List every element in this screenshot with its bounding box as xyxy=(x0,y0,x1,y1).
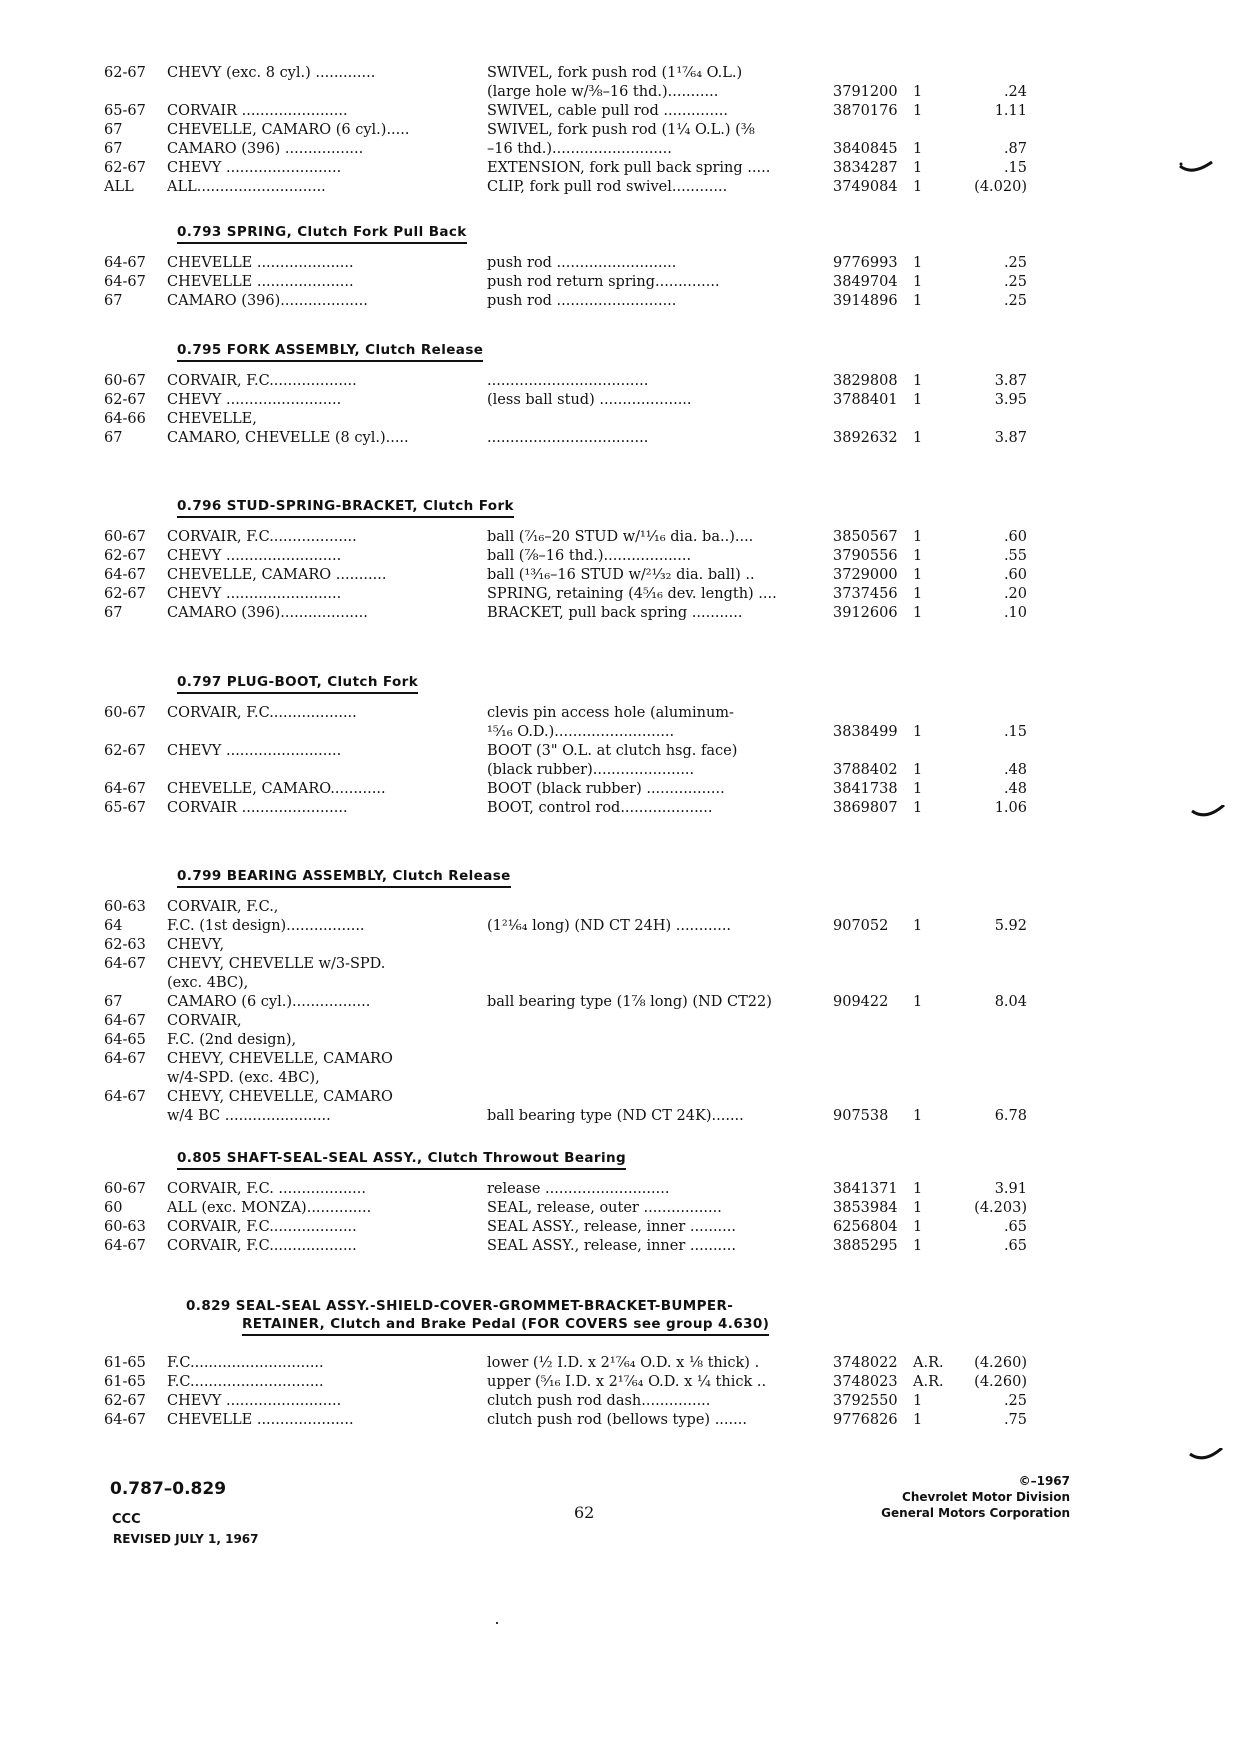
parts-row xyxy=(0,1237,1248,1256)
parts-row xyxy=(0,1218,1248,1237)
parts-row xyxy=(0,1411,1248,1430)
quantity: 1 xyxy=(913,373,923,389)
parts-row xyxy=(0,585,1248,604)
part-number: 3729000 xyxy=(833,567,898,583)
price: (4.260) xyxy=(974,1374,1027,1390)
application: CHEVY ......................... xyxy=(167,743,342,759)
application: w/4 BC ....................... xyxy=(167,1108,331,1124)
section-heading: 0.799 BEARING ASSEMBLY, Clutch Release xyxy=(0,858,1248,898)
price: 3.91 xyxy=(994,1181,1027,1197)
description: CLIP, fork pull rod swivel............ xyxy=(487,179,728,195)
model-years: 64-67 xyxy=(104,956,146,972)
parts-row xyxy=(0,1031,1248,1050)
section-0795 xyxy=(0,332,1248,448)
price: .25 xyxy=(1003,293,1027,309)
footer-range: 0.787–0.829 xyxy=(110,1479,227,1499)
quantity: 1 xyxy=(913,800,923,816)
application: CORVAIR ....................... xyxy=(167,800,348,816)
application: F.C............................. xyxy=(167,1374,324,1390)
model-years: 62-67 xyxy=(104,548,146,564)
part-number: 3869807 xyxy=(833,800,898,816)
model-years: 60-67 xyxy=(104,373,146,389)
parts-row xyxy=(0,372,1248,391)
description: ball (⅞–16 thd.)................... xyxy=(487,548,692,564)
price: .65 xyxy=(1003,1219,1027,1235)
application: CHEVY ......................... xyxy=(167,160,342,176)
section-0805 xyxy=(0,1140,1248,1256)
model-years: 64-67 xyxy=(104,567,146,583)
quantity: 1 xyxy=(913,1219,923,1235)
application: CORVAIR, F.C................... xyxy=(167,705,357,721)
description: SWIVEL, fork push rod (1¼ O.L.) (⅜ xyxy=(487,122,755,138)
part-number: 3792550 xyxy=(833,1393,898,1409)
application: CORVAIR ....................... xyxy=(167,103,348,119)
model-years: 64-67 xyxy=(104,1238,146,1254)
description: clevis pin access hole (aluminum- xyxy=(487,705,734,721)
price: .48 xyxy=(1003,762,1027,778)
parts-row xyxy=(0,292,1248,311)
quantity: 1 xyxy=(913,293,923,309)
price: .20 xyxy=(1003,586,1027,602)
part-number: 3841738 xyxy=(833,781,898,797)
description: SWIVEL, fork push rod (1¹⁷⁄₆₄ O.L.) xyxy=(487,65,743,81)
quantity: 1 xyxy=(913,724,923,740)
description: lower (½ I.D. x 2¹⁷⁄₆₄ O.D. x ⅛ thick) . xyxy=(487,1355,760,1371)
quantity: 1 xyxy=(913,84,923,100)
model-years: 62-67 xyxy=(104,586,146,602)
quantity: 1 xyxy=(913,430,923,446)
quantity: 1 xyxy=(913,1108,923,1124)
application: CAMARO, CHEVELLE (8 cyl.)..... xyxy=(167,430,409,446)
part-number: 3849704 xyxy=(833,274,898,290)
part-number: 3853984 xyxy=(833,1200,898,1216)
application: CHEVELLE ..................... xyxy=(167,255,354,271)
parts-row xyxy=(0,64,1248,83)
application: F.C. (2nd design), xyxy=(167,1032,297,1048)
section-0799 xyxy=(0,858,1248,1126)
application: ALL (exc. MONZA).............. xyxy=(167,1200,372,1216)
parts-row xyxy=(0,254,1248,273)
description: (1²¹⁄₆₄ long) (ND CT 24H) ............ xyxy=(487,918,732,934)
price: 6.78 xyxy=(994,1108,1027,1124)
application: CORVAIR, F.C. ................... xyxy=(167,1181,366,1197)
quantity: 1 xyxy=(913,548,923,564)
price: .55 xyxy=(1003,548,1027,564)
application: CORVAIR, F.C................... xyxy=(167,529,357,545)
model-years: 67 xyxy=(104,430,123,446)
footer-revised: REVISED JULY 1, 1967 xyxy=(113,1532,259,1546)
description: ball bearing type (1⅞ long) (ND CT22) xyxy=(487,994,772,1010)
application: CHEVY ......................... xyxy=(167,1393,342,1409)
parts-row xyxy=(0,742,1248,761)
model-years: 65-67 xyxy=(104,800,146,816)
parts-row xyxy=(0,993,1248,1012)
part-number: 907052 xyxy=(833,918,889,934)
section-0829 xyxy=(0,1290,1248,1430)
description: upper (⁵⁄₁₆ I.D. x 2¹⁷⁄₆₄ O.D. x ¼ thick .. xyxy=(487,1374,767,1390)
application: CHEVY, CHEVELLE, CAMARO xyxy=(167,1089,393,1105)
part-number: 907538 xyxy=(833,1108,889,1124)
quantity: 1 xyxy=(913,255,923,271)
quantity: 1 xyxy=(913,586,923,602)
description: push rod .......................... xyxy=(487,293,677,309)
model-years: 67 xyxy=(104,141,123,157)
description: BOOT, control rod.................... xyxy=(487,800,713,816)
quantity: 1 xyxy=(913,918,923,934)
parts-row xyxy=(0,761,1248,780)
parts-row xyxy=(0,604,1248,623)
price: 3.87 xyxy=(994,430,1027,446)
quantity: 1 xyxy=(913,141,923,157)
model-years: 64-67 xyxy=(104,255,146,271)
price: 3.87 xyxy=(994,373,1027,389)
footer-code: CCC xyxy=(112,1512,141,1527)
price: .60 xyxy=(1003,567,1027,583)
model-years: 62-67 xyxy=(104,392,146,408)
part-number: 3829808 xyxy=(833,373,898,389)
quantity: 1 xyxy=(913,179,923,195)
section-0796 xyxy=(0,488,1248,623)
application: (exc. 4BC), xyxy=(167,975,249,991)
application: CHEVELLE, CAMARO............ xyxy=(167,781,386,797)
quantity: 1 xyxy=(913,392,923,408)
parts-row xyxy=(0,140,1248,159)
application: F.C............................. xyxy=(167,1355,324,1371)
price: .25 xyxy=(1003,1393,1027,1409)
price: .15 xyxy=(1003,724,1027,740)
part-number: 3912606 xyxy=(833,605,898,621)
model-years: 62-63 xyxy=(104,937,146,953)
application: CHEVY, xyxy=(167,937,225,953)
description: BOOT (3" O.L. at clutch hsg. face) xyxy=(487,743,738,759)
description: clutch push rod dash............... xyxy=(487,1393,711,1409)
description: –16 thd.).......................... xyxy=(487,141,672,157)
part-number: 3748022 xyxy=(833,1355,898,1371)
part-number: 3870176 xyxy=(833,103,898,119)
margin-mark xyxy=(1188,1448,1224,1464)
parts-row xyxy=(0,429,1248,448)
application: CHEVY, CHEVELLE, CAMARO xyxy=(167,1051,393,1067)
parts-row xyxy=(0,1373,1248,1392)
part-number: 9776993 xyxy=(833,255,898,271)
part-number: 3841371 xyxy=(833,1181,898,1197)
quantity: 1 xyxy=(913,103,923,119)
model-years: 60-63 xyxy=(104,899,146,915)
part-number: 3840845 xyxy=(833,141,898,157)
description: ¹⁵⁄₁₆ O.D.).......................... xyxy=(487,724,675,740)
part-number: 3749084 xyxy=(833,179,898,195)
part-number: 3788401 xyxy=(833,392,898,408)
quantity: A.R. xyxy=(913,1374,944,1390)
application: CORVAIR, xyxy=(167,1013,242,1029)
parts-row xyxy=(0,1069,1248,1088)
application: CAMARO (6 cyl.)................. xyxy=(167,994,371,1010)
part-number: 6256804 xyxy=(833,1219,898,1235)
quantity: 1 xyxy=(913,567,923,583)
model-years: 60-67 xyxy=(104,1181,146,1197)
application: w/4-SPD. (exc. 4BC), xyxy=(167,1070,320,1086)
model-years: 60-67 xyxy=(104,705,146,721)
description: (black rubber)...................... xyxy=(487,762,695,778)
parts-row xyxy=(0,936,1248,955)
quantity: 1 xyxy=(913,605,923,621)
part-number: 909422 xyxy=(833,994,889,1010)
application: CHEVELLE, CAMARO (6 cyl.)..... xyxy=(167,122,410,138)
description: ball (⁷⁄₁₆–20 STUD w/¹¹⁄₁₆ dia. ba..).... xyxy=(487,529,754,545)
model-years: 60-67 xyxy=(104,529,146,545)
part-number: 3838499 xyxy=(833,724,898,740)
section-0797 xyxy=(0,664,1248,818)
parts-row xyxy=(0,391,1248,410)
parts-row xyxy=(0,159,1248,178)
application: CHEVY (exc. 8 cyl.) ............. xyxy=(167,65,376,81)
margin-mark xyxy=(1178,160,1214,176)
model-years: 62-67 xyxy=(104,743,146,759)
model-years: 65-67 xyxy=(104,103,146,119)
parts-row xyxy=(0,566,1248,585)
description: ................................... xyxy=(487,373,649,389)
description: SEAL, release, outer ................. xyxy=(487,1200,722,1216)
section-heading: 0.797 PLUG-BOOT, Clutch Fork xyxy=(0,664,1248,704)
section-heading: 0.829 SEAL-SEAL ASSY.-SHIELD-COVER-GROMMET-BRACKET-BUMPER- RETAINER, Clutch and Brake Pedal (FOR COVERS see group 4.630) xyxy=(0,1290,1248,1354)
section-heading: 0.795 FORK ASSEMBLY, Clutch Release xyxy=(0,332,1248,372)
quantity: 1 xyxy=(913,762,923,778)
price: .10 xyxy=(1003,605,1027,621)
description: ................................... xyxy=(487,430,649,446)
model-years: 62-67 xyxy=(104,65,146,81)
model-years: 64-65 xyxy=(104,1032,146,1048)
application: CHEVELLE ..................... xyxy=(167,1412,354,1428)
model-years: ALL xyxy=(104,179,134,195)
part-number: 3790556 xyxy=(833,548,898,564)
description: (less ball stud) .................... xyxy=(487,392,692,408)
application: CORVAIR, F.C................... xyxy=(167,373,357,389)
parts-row xyxy=(0,955,1248,974)
quantity: A.R. xyxy=(913,1355,944,1371)
parts-row xyxy=(0,121,1248,140)
parts-row xyxy=(0,102,1248,121)
parts-row xyxy=(0,974,1248,993)
quantity: 1 xyxy=(913,274,923,290)
parts-row xyxy=(0,547,1248,566)
application: CHEVELLE, CAMARO ........... xyxy=(167,567,387,583)
section-heading: 0.805 SHAFT-SEAL-SEAL ASSY., Clutch Throwout Bearing xyxy=(0,1140,1248,1180)
parts-row xyxy=(0,273,1248,292)
description: EXTENSION, fork pull back spring ..... xyxy=(487,160,771,176)
parts-row xyxy=(0,178,1248,197)
model-years: 60-63 xyxy=(104,1219,146,1235)
section-heading: 0.796 STUD-SPRING-BRACKET, Clutch Fork xyxy=(0,488,1248,528)
parts-row xyxy=(0,898,1248,917)
description: SEAL ASSY., release, inner .......... xyxy=(487,1238,736,1254)
model-years: 62-67 xyxy=(104,160,146,176)
section-0793 xyxy=(0,214,1248,311)
description: ball bearing type (ND CT 24K)....... xyxy=(487,1108,744,1124)
parts-row xyxy=(0,1392,1248,1411)
part-number: 3737456 xyxy=(833,586,898,602)
price: .60 xyxy=(1003,529,1027,545)
part-number: 3914896 xyxy=(833,293,898,309)
price: .87 xyxy=(1003,141,1027,157)
description: SEAL ASSY., release, inner .......... xyxy=(487,1219,736,1235)
quantity: 1 xyxy=(913,1238,923,1254)
model-years: 67 xyxy=(104,605,123,621)
application: CORVAIR, F.C., xyxy=(167,899,279,915)
application: CHEVELLE, xyxy=(167,411,257,427)
quantity: 1 xyxy=(913,994,923,1010)
description: release ........................... xyxy=(487,1181,670,1197)
application: CHEVY, CHEVELLE w/3-SPD. xyxy=(167,956,386,972)
price: .65 xyxy=(1003,1238,1027,1254)
speck xyxy=(496,1622,498,1624)
model-years: 62-67 xyxy=(104,1393,146,1409)
part-number: 3885295 xyxy=(833,1238,898,1254)
footer-division: Chevrolet Motor Division xyxy=(902,1490,1070,1504)
model-years: 61-65 xyxy=(104,1355,146,1371)
part-number: 3892632 xyxy=(833,430,898,446)
part-number: 3791200 xyxy=(833,84,898,100)
model-years: 64-67 xyxy=(104,1412,146,1428)
part-number: 3788402 xyxy=(833,762,898,778)
parts-row xyxy=(0,1199,1248,1218)
description: SPRING, retaining (4⁵⁄₁₆ dev. length) .... xyxy=(487,586,777,602)
parts-row xyxy=(0,83,1248,102)
quantity: 1 xyxy=(913,1181,923,1197)
part-number: 9776826 xyxy=(833,1412,898,1428)
price: 1.11 xyxy=(994,103,1027,119)
application: CHEVY ......................... xyxy=(167,586,342,602)
page-number: 62 xyxy=(574,1503,595,1522)
application: CHEVELLE ..................... xyxy=(167,274,354,290)
price: .48 xyxy=(1003,781,1027,797)
application: CORVAIR, F.C................... xyxy=(167,1238,357,1254)
model-years: 67 xyxy=(104,293,123,309)
footer-corporation: General Motors Corporation xyxy=(881,1506,1070,1520)
price: (4.020) xyxy=(974,179,1027,195)
application: F.C. (1st design)................. xyxy=(167,918,365,934)
section-continuation xyxy=(0,64,1248,197)
parts-row xyxy=(0,780,1248,799)
description: BOOT (black rubber) ................. xyxy=(487,781,725,797)
model-years: 64-67 xyxy=(104,274,146,290)
model-years: 64-67 xyxy=(104,1051,146,1067)
application: CAMARO (396)................... xyxy=(167,293,368,309)
price: .15 xyxy=(1003,160,1027,176)
application: CHEVY ......................... xyxy=(167,392,342,408)
model-years: 64 xyxy=(104,918,123,934)
parts-row xyxy=(0,528,1248,547)
quantity: 1 xyxy=(913,529,923,545)
price: 1.06 xyxy=(994,800,1027,816)
parts-row xyxy=(0,1088,1248,1107)
parts-row xyxy=(0,1012,1248,1031)
part-number: 3834287 xyxy=(833,160,898,176)
parts-row xyxy=(0,410,1248,429)
section-heading: 0.793 SPRING, Clutch Fork Pull Back xyxy=(0,214,1248,254)
model-years: 64-67 xyxy=(104,1089,146,1105)
application: CHEVY ......................... xyxy=(167,548,342,564)
part-number: 3748023 xyxy=(833,1374,898,1390)
price: .25 xyxy=(1003,255,1027,271)
model-years: 64-67 xyxy=(104,781,146,797)
model-years: 67 xyxy=(104,122,123,138)
price: 5.92 xyxy=(994,918,1027,934)
model-years: 67 xyxy=(104,994,123,1010)
description: clutch push rod (bellows type) ....... xyxy=(487,1412,747,1428)
price: 3.95 xyxy=(994,392,1027,408)
model-years: 61-65 xyxy=(104,1374,146,1390)
description: BRACKET, pull back spring ........... xyxy=(487,605,743,621)
description: SWIVEL, cable pull rod .............. xyxy=(487,103,728,119)
price: .25 xyxy=(1003,274,1027,290)
parts-row xyxy=(0,1354,1248,1373)
price: (4.203) xyxy=(974,1200,1027,1216)
description: ball (¹³⁄₁₆–16 STUD w/²¹⁄₃₂ dia. ball) .. xyxy=(487,567,755,583)
quantity: 1 xyxy=(913,1412,923,1428)
parts-row xyxy=(0,799,1248,818)
model-years: 60 xyxy=(104,1200,123,1216)
price: .24 xyxy=(1003,84,1027,100)
parts-row xyxy=(0,704,1248,723)
part-number: 3850567 xyxy=(833,529,898,545)
price: 8.04 xyxy=(994,994,1027,1010)
quantity: 1 xyxy=(913,160,923,176)
description: (large hole w/⅜–16 thd.)........... xyxy=(487,84,719,100)
application: CAMARO (396)................... xyxy=(167,605,368,621)
quantity: 1 xyxy=(913,1393,923,1409)
footer-copyright: ©–1967 xyxy=(1018,1474,1070,1488)
application: CORVAIR, F.C................... xyxy=(167,1219,357,1235)
application: ALL............................ xyxy=(167,179,326,195)
parts-row xyxy=(0,1107,1248,1126)
margin-mark xyxy=(1190,805,1226,821)
quantity: 1 xyxy=(913,781,923,797)
model-years: 64-67 xyxy=(104,1013,146,1029)
price: (4.260) xyxy=(974,1355,1027,1371)
application: CAMARO (396) ................. xyxy=(167,141,364,157)
model-years: 64-66 xyxy=(104,411,146,427)
parts-row xyxy=(0,917,1248,936)
parts-row xyxy=(0,723,1248,742)
description: push rod .......................... xyxy=(487,255,677,271)
description: push rod return spring.............. xyxy=(487,274,720,290)
quantity: 1 xyxy=(913,1200,923,1216)
parts-row xyxy=(0,1050,1248,1069)
price: .75 xyxy=(1003,1412,1027,1428)
parts-row xyxy=(0,1180,1248,1199)
